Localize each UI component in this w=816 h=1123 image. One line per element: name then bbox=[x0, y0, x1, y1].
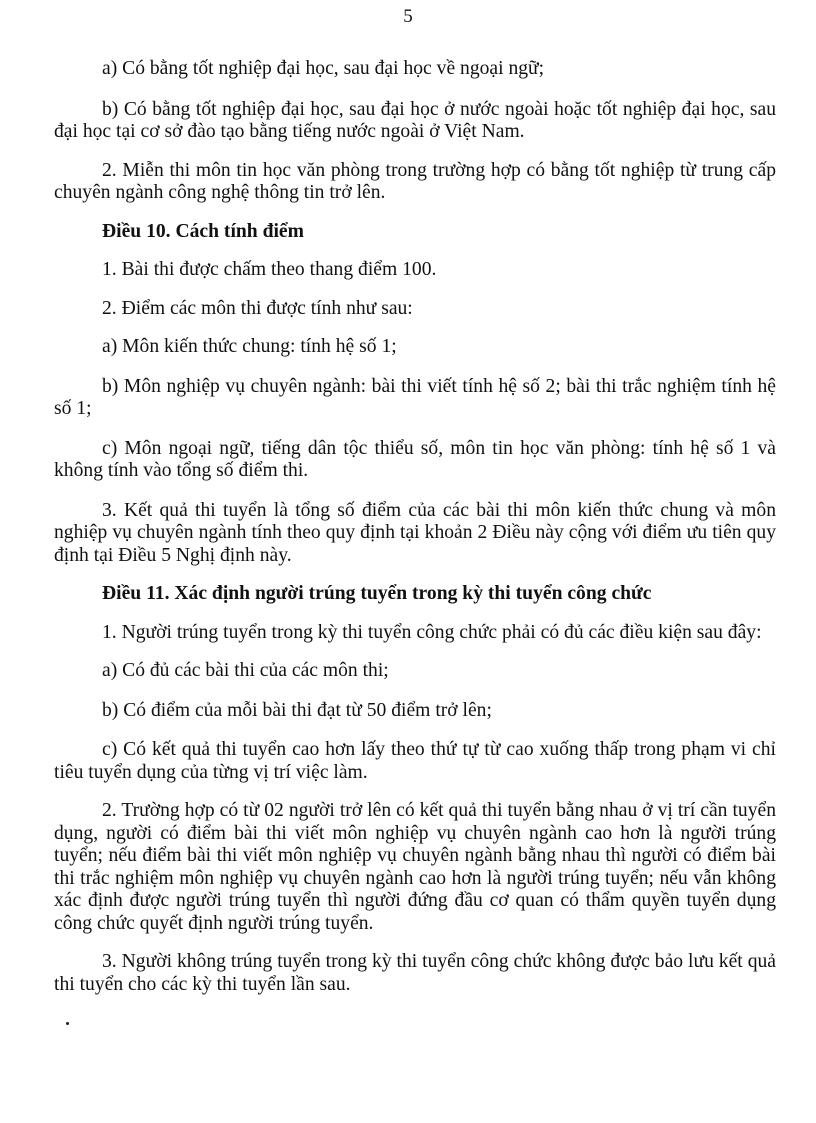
article-11-item-1b: b) Có điểm của mỗi bài thi đạt từ 50 điểm trở lên; bbox=[102, 699, 492, 721]
clause-2-it-exemption: 2. Miễn thi môn tin học văn phòng trong trường hợp có bằng tốt nghiệp từ trung cấp chuyên ngành công nghệ thông tin trở lên. bbox=[54, 159, 776, 203]
article-10-heading: Điều 10. Cách tính điểm bbox=[102, 220, 304, 242]
clause-b-foreign-study-degree: b) Có bằng tốt nghiệp đại học, sau đại học ở nước ngoài hoặc tốt nghiệp đại học, sau đại học tại cơ sở đào tạo bằng tiếng nước ngoài ở Việt Nam. bbox=[54, 98, 776, 142]
article-10-item-2: 2. Điểm các môn thi được tính như sau: bbox=[102, 297, 413, 319]
article-11-item-1a: a) Có đủ các bài thi của các môn thi; bbox=[102, 660, 389, 681]
document-body bbox=[54, 58, 776, 996]
clause-a-foreign-language-degree: a) Có bằng tốt nghiệp đại học, sau đại học về ngoại ngữ; bbox=[102, 58, 545, 79]
article-10-item-2c: c) Môn ngoại ngữ, tiếng dân tộc thiểu số, môn tin học văn phòng: tính hệ số 1 và không tính vào tổng số điểm thi. bbox=[54, 437, 776, 481]
article-10-item-3: 3. Kết quả thi tuyển là tổng số điểm của các bài thi môn kiến thức chung và môn nghiệp vụ chuyên ngành tính theo quy định tại khoản 2 Điều này cộng với điểm ưu tiên quy định tại Điều 5 Nghị định này. bbox=[54, 499, 776, 566]
article-11-item-1c: c) Có kết quả thi tuyển cao hơn lấy theo thứ tự từ cao xuống thấp trong phạm vi chỉ tiêu tuyển dụng của từng vị trí việc làm. bbox=[54, 739, 776, 783]
scan-speck bbox=[66, 1022, 69, 1025]
page-number: 5 bbox=[403, 6, 413, 27]
article-11-heading: Điều 11. Xác định người trúng tuyển trong kỳ thi tuyển công chức bbox=[102, 583, 652, 604]
article-10-item-1: 1. Bài thi được chấm theo thang điểm 100. bbox=[102, 259, 437, 280]
article-11-item-3: 3. Người không trúng tuyển trong kỳ thi tuyển công chức không được bảo lưu kết quả thi tuyển cho các kỳ thi tuyển lần sau. bbox=[54, 951, 776, 995]
article-11-item-2: 2. Trường hợp có từ 02 người trở lên có kết quả thi tuyển bằng nhau ở vị trí cần tuyển dụng, người có điểm bài thi viết môn nghiệp vụ chuyên ngành cao hơn là người trúng tuyển; nếu điểm bài thi viết môn nghiệp vụ chuyên ngành bằng nhau thì người có điểm bài thi trắc nghiệm môn nghiệp vụ chuyên ngành cao hơn là người trúng tuyển; nếu vẫn không xác định được người trúng tuyển thì người đứng đầu cơ quan có thẩm quyền tuyển dụng công chức quyết định người trúng tuyển. bbox=[54, 800, 776, 934]
article-10-item-2b: b) Môn nghiệp vụ chuyên ngành: bài thi viết tính hệ số 2; bài thi trắc nghiệm tính hệ số 1; bbox=[54, 375, 776, 419]
article-10-item-2a: a) Môn kiến thức chung: tính hệ số 1; bbox=[102, 336, 397, 357]
article-11-item-1: 1. Người trúng tuyển trong kỳ thi tuyển công chức phải có đủ các điều kiện sau đây: bbox=[102, 621, 762, 643]
